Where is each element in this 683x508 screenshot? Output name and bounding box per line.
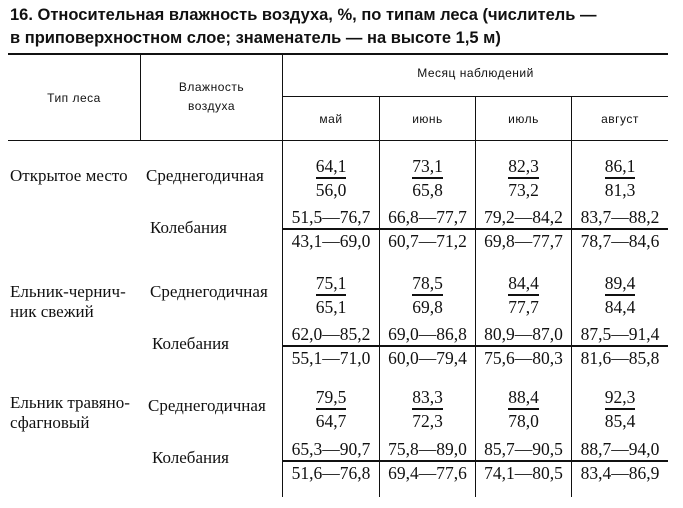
forest-type-label [10,282,142,322]
value-denominator: 83,4—86,9 [580,463,660,483]
value-numerator: 66,8—77,7 [388,207,467,227]
value-numerator: 92,3 [604,387,636,407]
value-denominator: 81,3 [604,180,636,200]
value-cell [283,387,379,432]
value-denominator: 65,1 [315,297,347,317]
value-denominator: 64,7 [315,411,347,431]
value-numerator: 85,7—90,5 [484,439,563,459]
value-numerator: 75,8—89,0 [388,439,467,459]
value-cell [380,207,475,252]
value-cell [572,156,668,201]
humidity-kind-label: Колебания [150,218,228,237]
humidity-kind-label: Колебания [152,334,230,353]
humidity-header-line-1: Влажность [178,80,245,94]
month-header-august: август [601,112,639,126]
table-title-line-1: 16. Относительная влажность воздуха, %, по типам леса (числитель — [10,6,597,24]
month-header-june: июнь [412,112,443,126]
value-numerator: 83,7—88,2 [580,207,660,227]
humidity-header-line-2: воздуха [187,99,236,113]
value-cell [572,324,668,369]
table-title [10,4,675,50]
value-cell [476,387,571,432]
value-cell [572,207,668,252]
value-numerator: 80,9—87,0 [484,324,563,344]
value-cell [476,324,571,369]
value-denominator: 43,1—69,0 [291,231,371,251]
value-cell [283,324,379,369]
value-numerator: 86,1 [604,156,636,176]
value-cell [380,156,475,201]
month-group-header: Месяц наблюдений [417,66,534,80]
value-cell [476,273,571,318]
value-numerator: 75,1 [315,273,347,293]
value-numerator: 65,3—90,7 [291,439,371,459]
humidity-header [141,78,282,116]
value-cell [283,207,379,252]
table-title-line-2: в приповерхностном слое; знаменатель — на высоте 1,5 м) [10,29,501,47]
value-cell [283,156,379,201]
value-denominator: 56,0 [315,180,347,200]
value-denominator: 77,7 [508,297,539,317]
value-cell [380,273,475,318]
forest-type-label [10,166,142,186]
value-denominator: 75,6—80,3 [484,348,563,368]
value-numerator: 88,4 [508,387,539,407]
value-denominator: 74,1—80,5 [484,463,563,483]
value-numerator: 79,2—84,2 [484,207,563,227]
value-denominator: 69,8—77,7 [484,231,563,251]
value-cell [380,387,475,432]
top-rule [8,53,668,55]
value-denominator: 60,7—71,2 [388,231,467,251]
value-cell [283,273,379,318]
month-header-july: июль [508,112,539,126]
header-bottom-rule [8,140,668,141]
value-cell [476,156,571,201]
humidity-kind-label: Колебания [152,448,230,467]
value-numerator: 64,1 [315,156,347,176]
value-denominator: 78,0 [508,411,539,431]
value-denominator: 55,1—71,0 [291,348,371,368]
forest-type-line-2: сфагновый [10,413,90,432]
value-denominator: 51,6—76,8 [291,463,371,483]
value-denominator: 69,4—77,6 [388,463,467,483]
value-denominator: 73,2 [508,180,539,200]
value-denominator: 78,7—84,6 [580,231,660,251]
humidity-kind-label: Среднегодичная [146,166,264,185]
value-numerator: 82,3 [508,156,539,176]
value-cell [476,207,571,252]
forest-type-line-1: Ельник травяно- [10,393,130,412]
value-denominator: 72,3 [412,411,443,431]
value-numerator: 87,5—91,4 [580,324,660,344]
value-denominator: 81,6—85,8 [580,348,660,368]
value-numerator: 69,0—86,8 [388,324,467,344]
forest-type-label [10,393,146,433]
value-denominator: 69,8 [412,297,443,317]
value-numerator: 84,4 [508,273,539,293]
value-numerator: 78,5 [412,273,443,293]
value-numerator: 51,5—76,7 [291,207,371,227]
value-cell [572,273,668,318]
forest-type-line-1: Открытое место [10,166,128,185]
value-denominator: 60,0—79,4 [388,348,467,368]
value-cell [380,324,475,369]
value-cell [283,439,379,484]
value-cell [476,439,571,484]
value-cell [572,439,668,484]
value-cell [572,387,668,432]
value-numerator: 79,5 [315,387,347,407]
forest-type-line-1: Ельник-чернич- [10,282,126,301]
humidity-kind-label: Среднегодичная [150,282,268,301]
value-numerator: 73,1 [412,156,443,176]
forest-type-line-2: ник свежий [10,302,94,321]
value-numerator: 83,3 [412,387,443,407]
value-denominator: 85,4 [604,411,636,431]
value-numerator: 62,0—85,2 [291,324,371,344]
month-header-may: май [319,112,343,126]
forest-type-header: Тип леса [47,91,101,105]
humidity-kind-label: Среднегодичная [148,396,266,415]
value-denominator: 65,8 [412,180,443,200]
value-denominator: 84,4 [604,297,636,317]
value-cell [380,439,475,484]
value-numerator: 89,4 [604,273,636,293]
value-numerator: 88,7—94,0 [580,439,660,459]
